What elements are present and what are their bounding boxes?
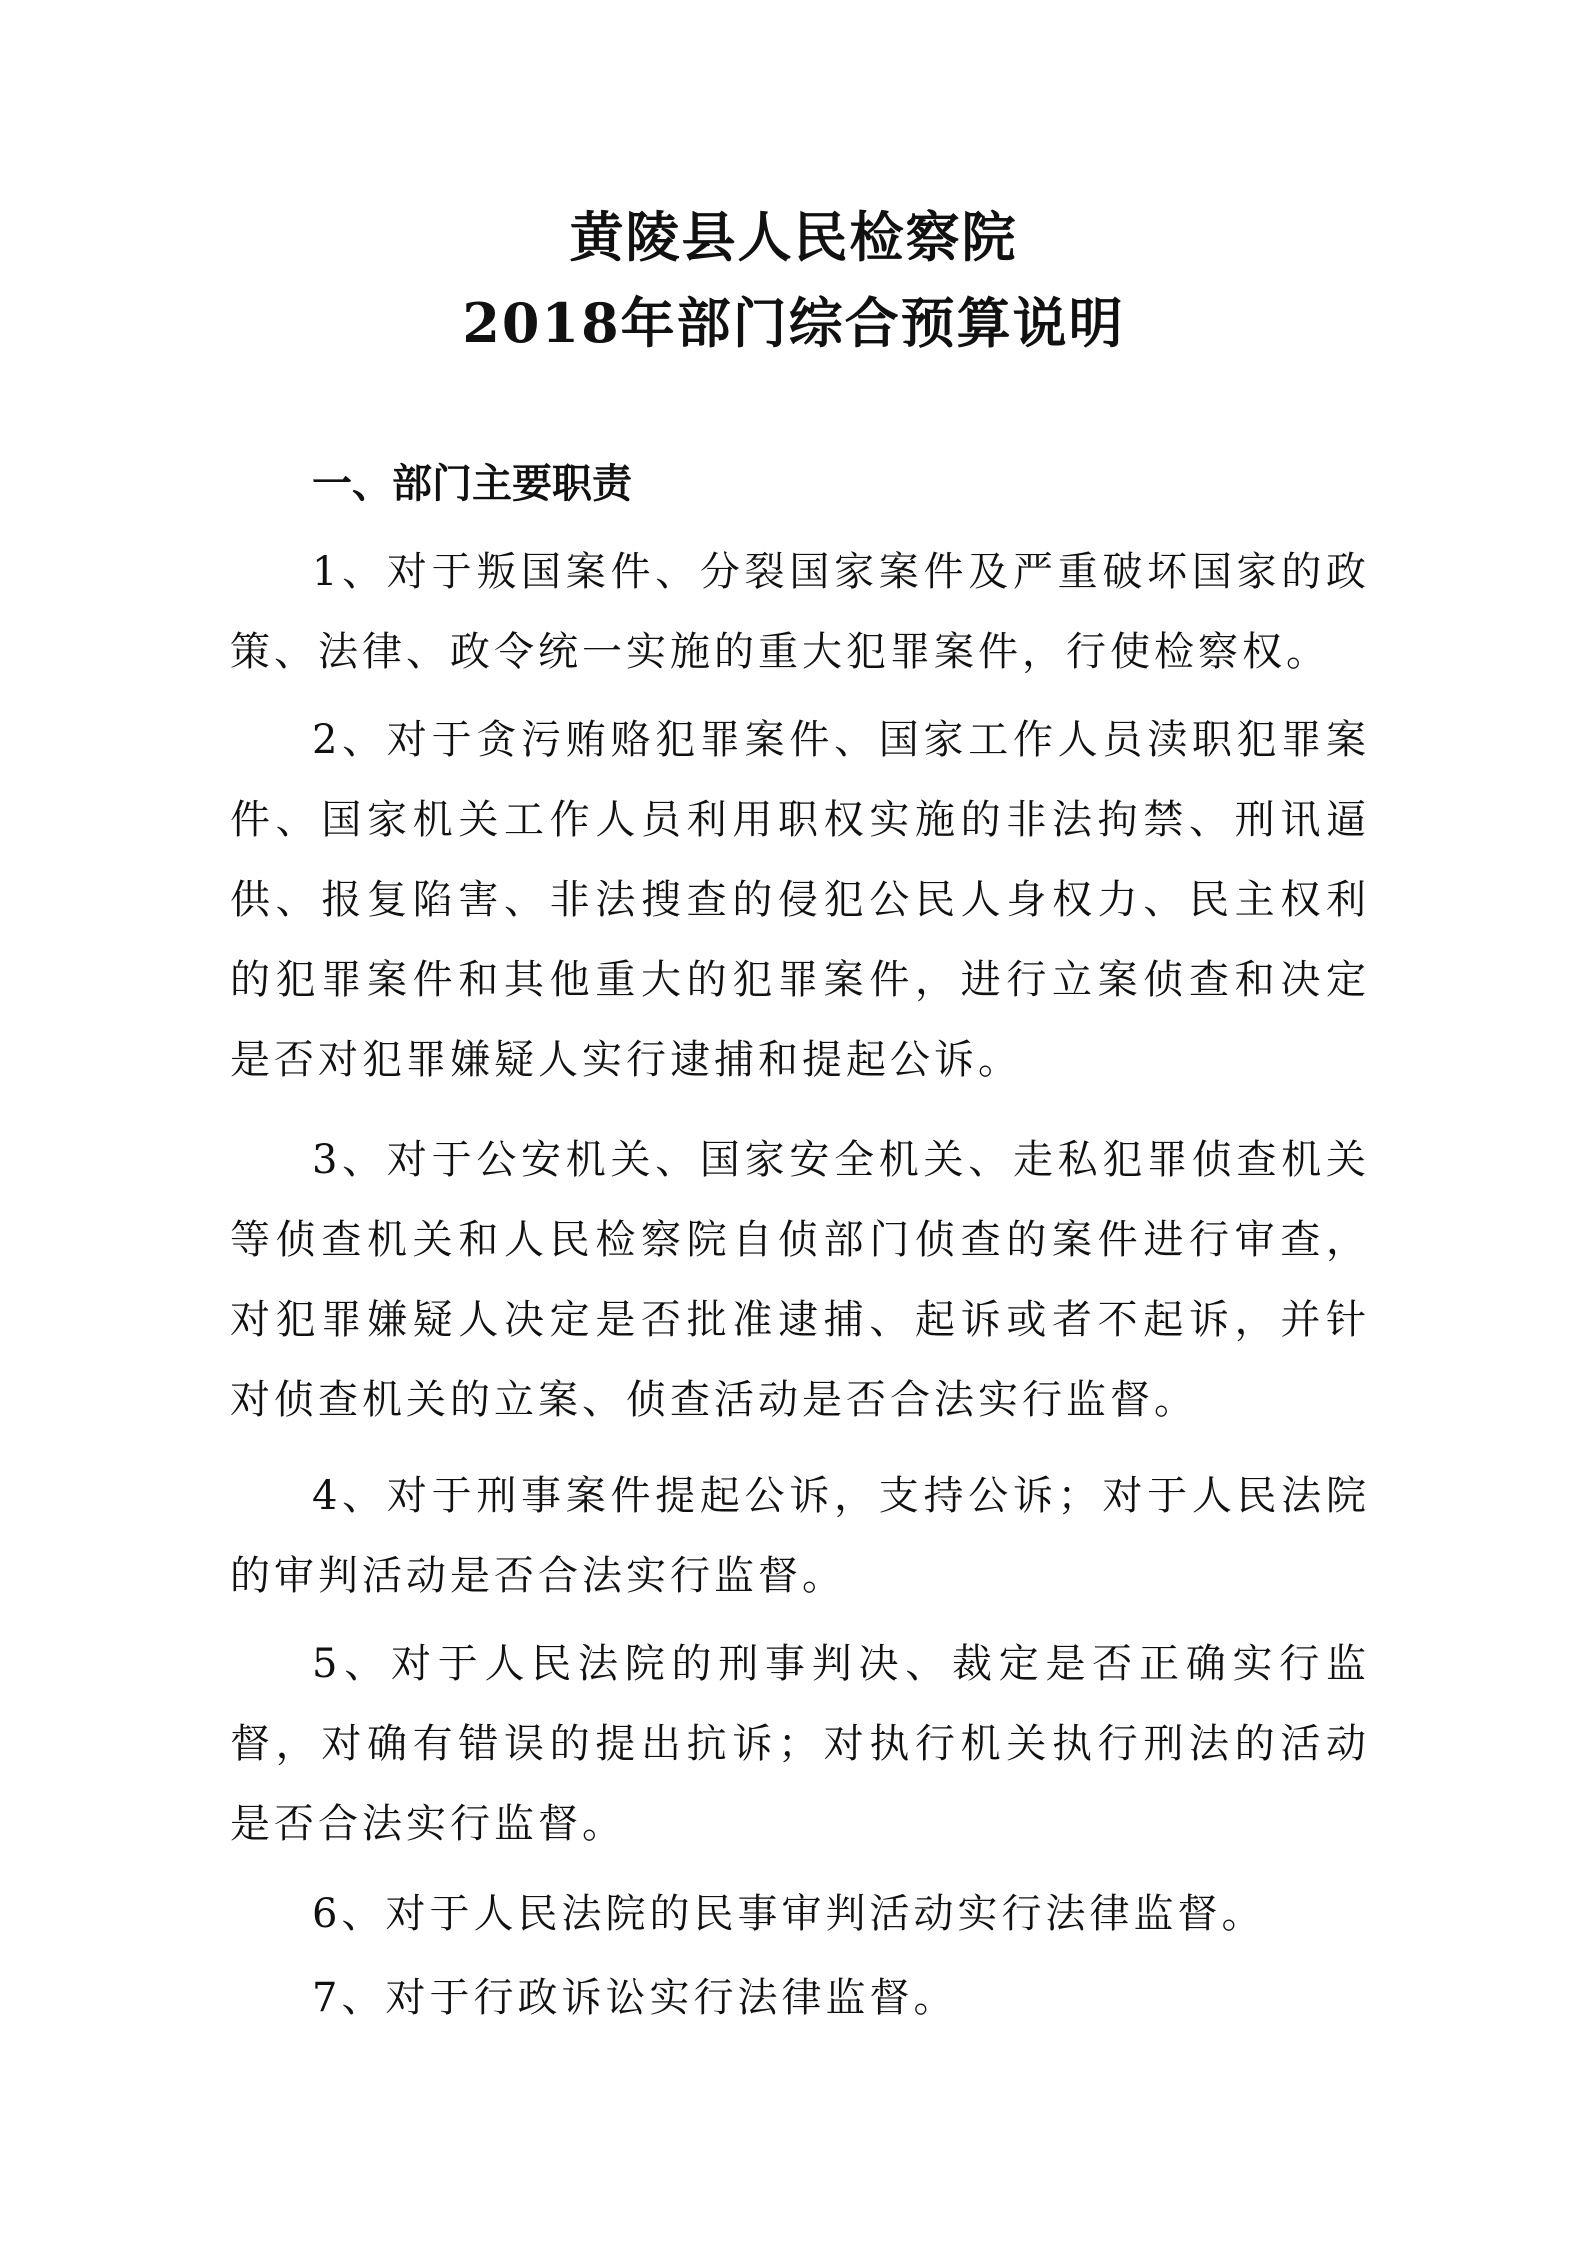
paragraph-6: 6、对于人民法院的民事审判活动实行法律监督。 [312, 1891, 1266, 1937]
paragraph-1: 1、对于叛国案件、分裂国家案件及严重破坏国家的政策、法律、政令统一实施的重大犯罪案件，行使检察权。 [230, 549, 1370, 675]
document-title-line-2: 2018年部门综合预算说明 [462, 291, 1125, 355]
paragraph-2: 2、对于贪污贿赂犯罪案件、国家工作人员渎职犯罪案件、国家机关工作人员利用职权实施的非法拘禁、刑讯逼供、报复陷害、非法搜查的侵犯公民人身权力、民主权利的犯罪案件和其他重大的犯罪案件，进行立案侦查和决定是否对犯罪嫌疑人实行逮捕和提起公诉。 [230, 717, 1370, 1083]
paragraph-4: 4、对于刑事案件提起公诉，支持公诉；对于人民法院的审判活动是否合法实行监督。 [230, 1473, 1370, 1599]
section-heading: 一、部门主要职责 [312, 461, 632, 507]
paragraph-3: 3、对于公安机关、国家安全机关、走私犯罪侦查机关等侦查机关和人民检察院自侦部门侦查的案件进行审查，对犯罪嫌疑人决定是否批准逮捕、起诉或者不起诉，并针对侦查机关的立案、侦查活动是否合法实行监督。 [230, 1137, 1370, 1423]
paragraph-7: 7、对于行政诉讼实行法律监督。 [312, 1975, 958, 2021]
document-title-line-1: 黄陵县人民检察院 [569, 205, 1018, 269]
paragraph-5: 5、对于人民法院的刑事判决、裁定是否正确实行监督，对确有错误的提出抗诉；对执行机关执行刑法的活动是否合法实行监督。 [230, 1641, 1370, 1847]
